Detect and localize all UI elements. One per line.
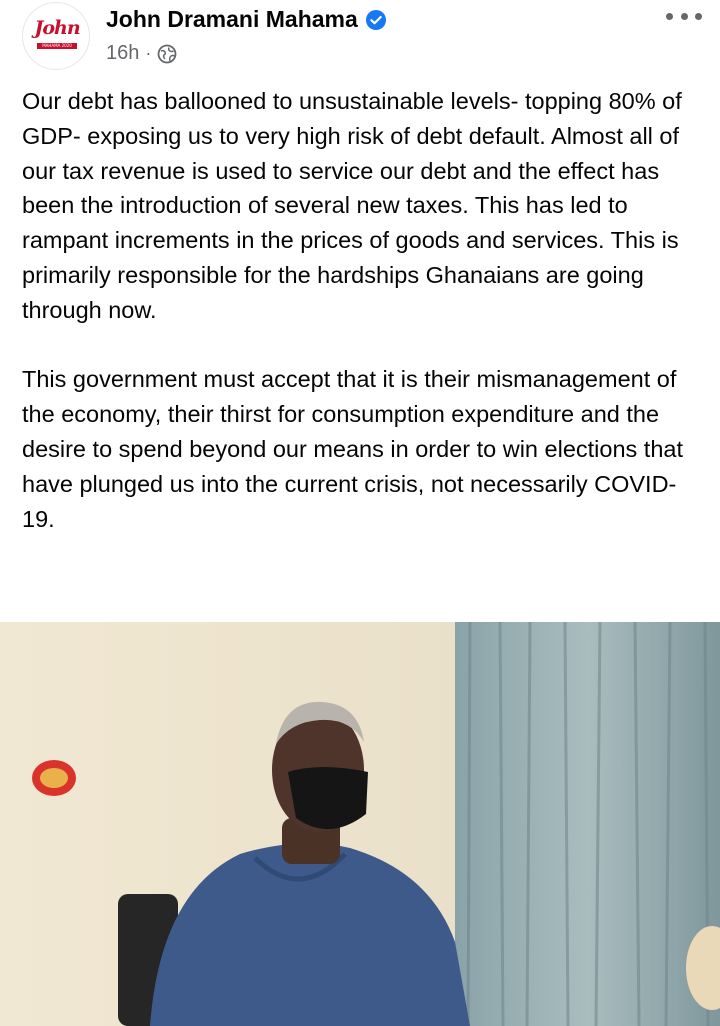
post-photo[interactable] xyxy=(0,622,720,1026)
post-header xyxy=(0,0,720,78)
more-dot xyxy=(681,13,688,20)
post-paragraph: This government must accept that it is their mismanagement of the economy, their thirst for consumption expenditure and the desire to spend beyond our means in order to win elections that have plunged us into the current crisis, not necessarily COVID-19. xyxy=(22,366,684,532)
more-dot xyxy=(666,13,673,20)
author-row xyxy=(106,6,386,33)
more-dot xyxy=(695,13,702,20)
avatar[interactable] xyxy=(22,2,90,70)
avatar-logo-tag: MAHAMA 2020 xyxy=(37,43,77,49)
post-paragraph: Our debt has ballooned to unsustainable levels- topping 80% of GDP- exposing us to very high risk of debt default. Almost all of our tax revenue is used to service our debt and the effect has been the introduction of several new taxes. This has led to rampant increments in the prices of goods and services. This is primarily responsible for the hardships Ghanaians are going through now. xyxy=(22,88,682,323)
more-options-icon[interactable] xyxy=(666,6,702,26)
post-text xyxy=(22,84,702,536)
verified-badge-icon xyxy=(366,10,386,30)
globe-icon[interactable] xyxy=(157,44,177,64)
meta-separator: · xyxy=(145,43,152,63)
avatar-logo-text: John xyxy=(34,17,80,39)
post-timestamp[interactable]: 16h xyxy=(106,42,140,64)
photo-illustration xyxy=(0,622,720,1026)
post-meta xyxy=(106,42,177,65)
author-name[interactable]: John Dramani Mahama xyxy=(106,6,358,32)
